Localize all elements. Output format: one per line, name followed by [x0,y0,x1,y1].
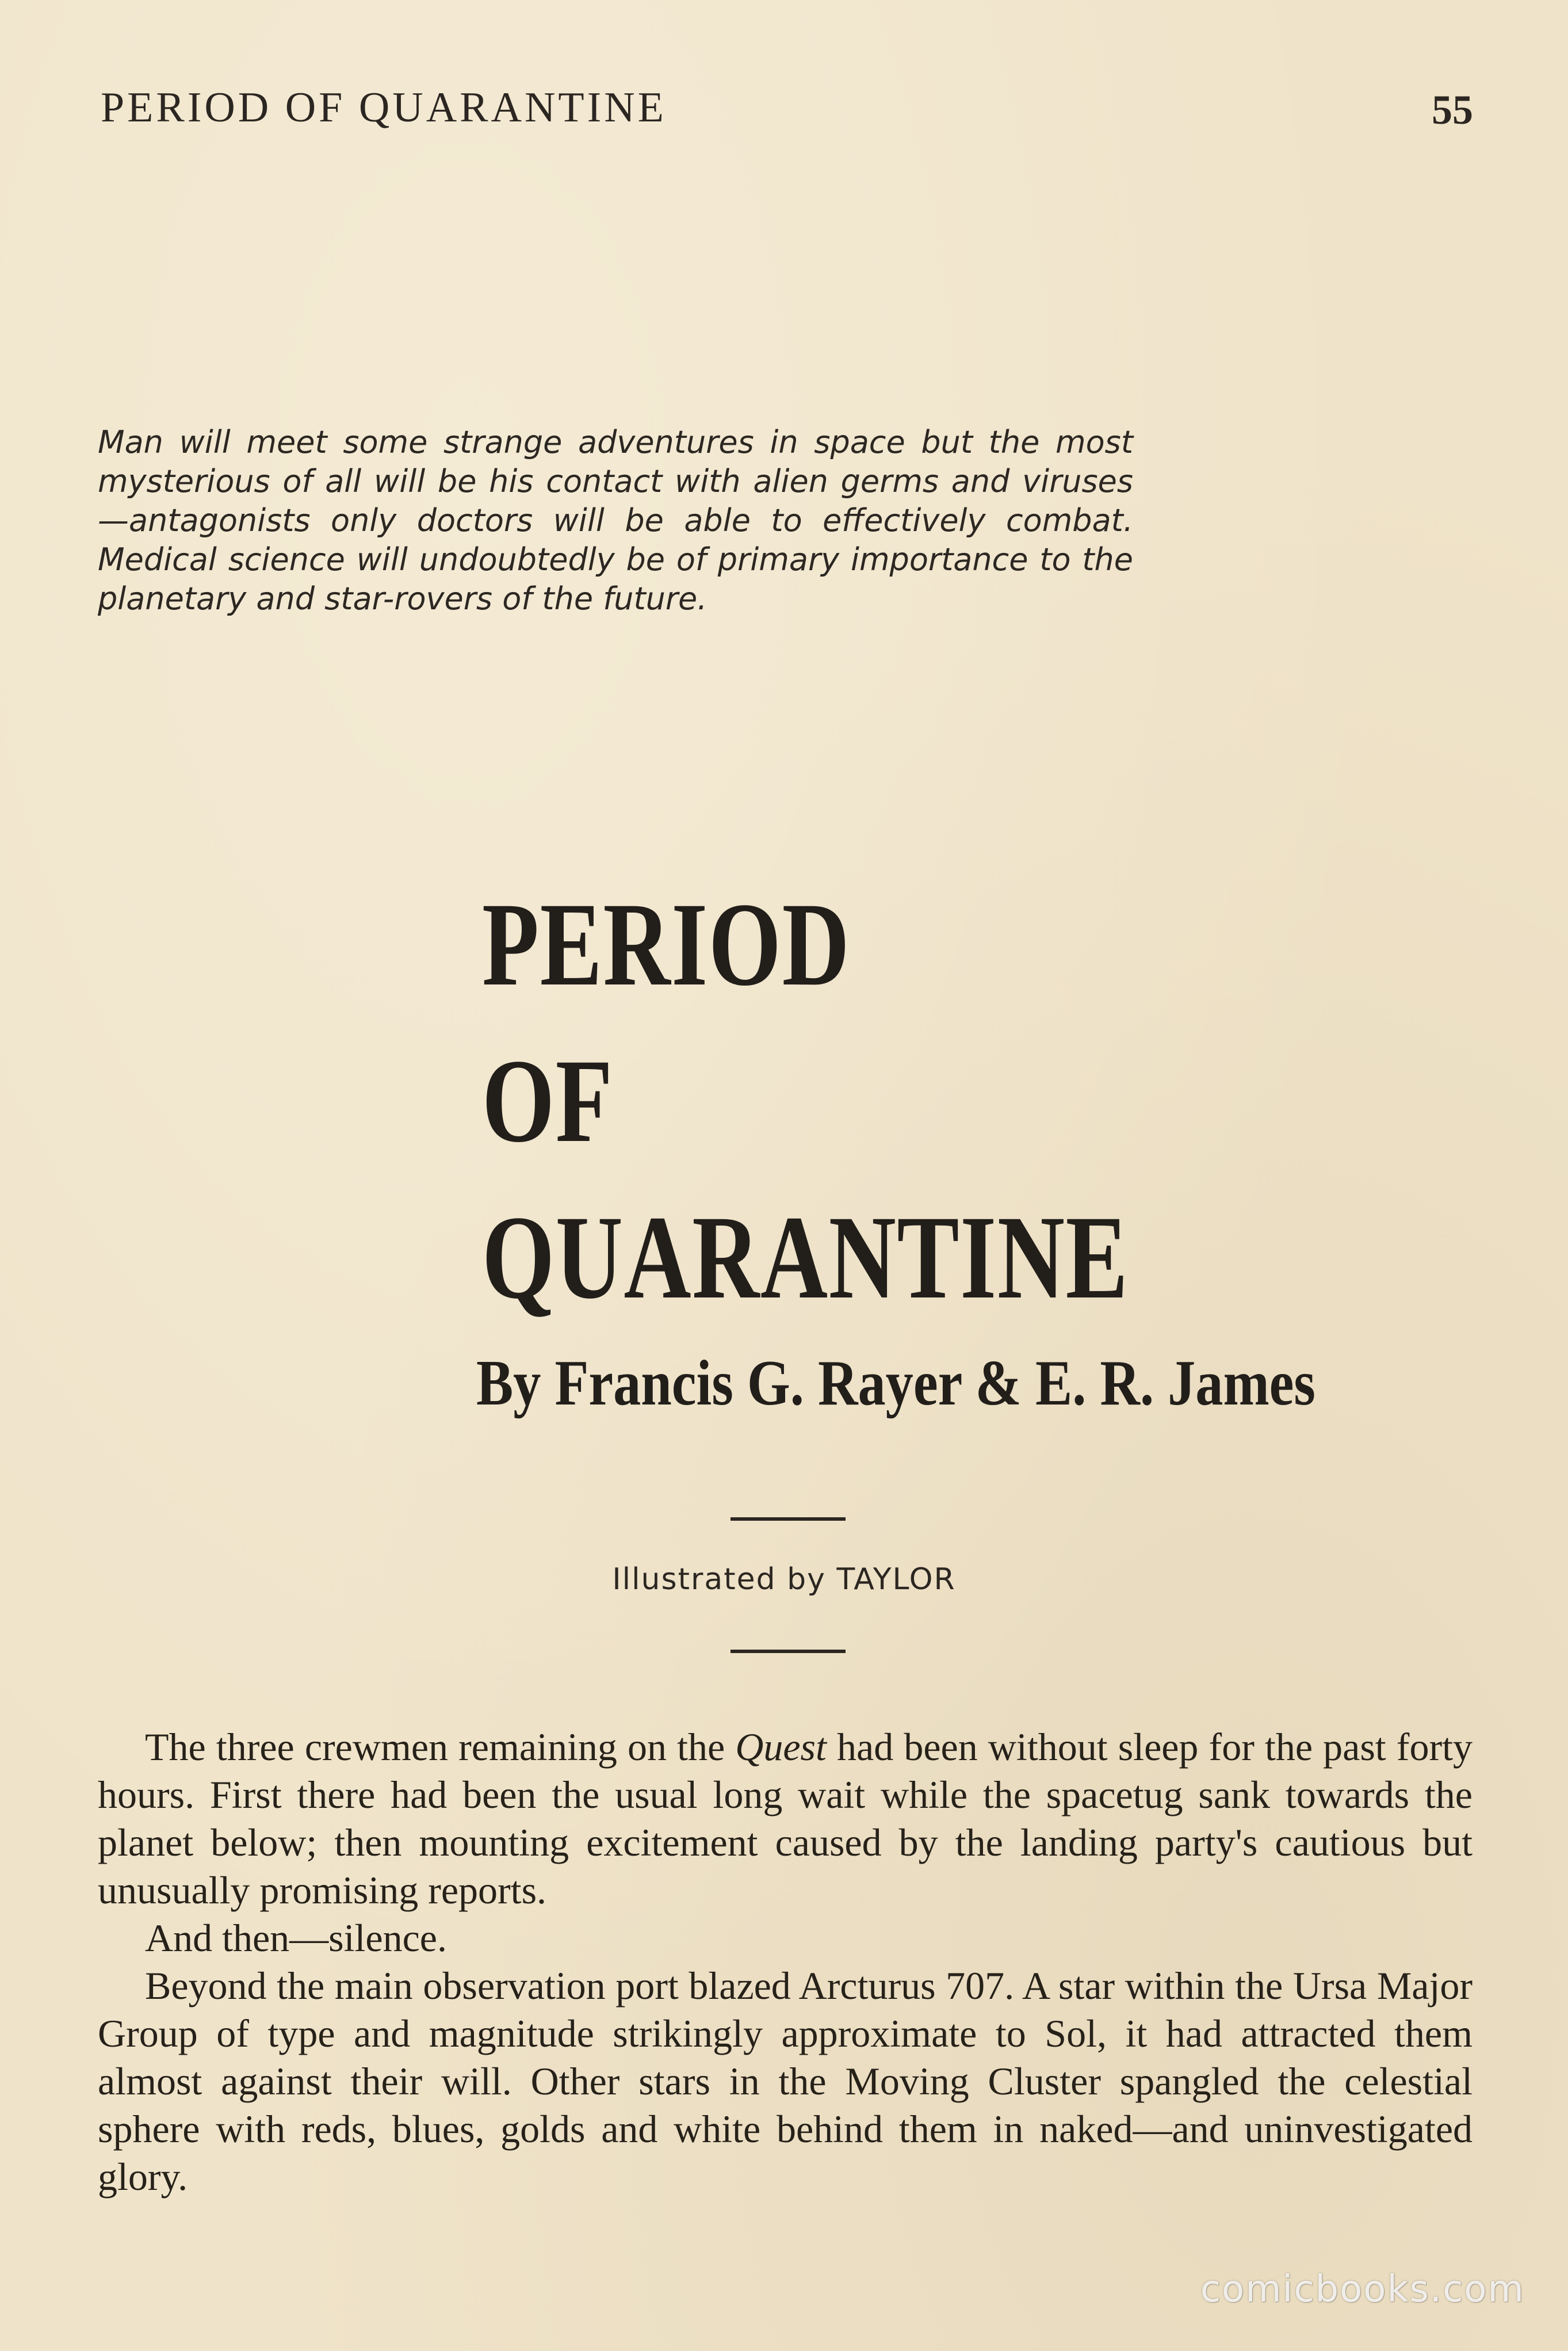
title-line-3: QUARANTINE [482,1191,1129,1323]
ship-name: Quest [735,1725,827,1769]
intro-blurb: Man will meet some strange adventures in space but the most mysterious of all will be his contact with alien germs and viruses—antagonists only doctors will be able to effectively combat. Medical science will undoubtedly be of primary importance to the planetary and star-rovers of the future. [98,424,1133,617]
illustrator-credit: Illustrated by TAYLOR [612,1562,956,1597]
story-title [482,866,1517,1335]
paragraph-1-rest: had been without sleep for the past forty hours. First there had been the usual long wait while the spacetug sank towards the planet below; then mounting excitement caused by the landing party's cautious but unusually promising reports. [98,1725,1473,1912]
paragraph-1 [98,1723,1473,1914]
story-body [98,1723,1473,2201]
paragraph-1-start: The three crewmen remaining on the [145,1725,736,1769]
paragraph-3: Beyond the main observation port blazed Arcturus 707. A star within the Ursa Major Group of type and magnitude strikingly approximate to Sol, it had attracted them almost against their will. Other stars in the Moving Cluster spangled the celestial sphere with reds, blues, golds and white behind them in naked—and uninvestigated glory. [98,1964,1473,2199]
page-number: 55 [1432,87,1473,133]
paragraph-2: And then—silence. [145,1916,447,1960]
divider-rule-top [731,1517,846,1521]
divider-rule-bottom [731,1650,846,1653]
running-header-title: PERIOD OF QUARANTINE [101,84,667,131]
site-watermark: comicbooks.com [1200,2268,1525,2311]
author-byline: By Francis G. Rayer & E. R. James [476,1348,1315,1419]
title-line-2: OF [482,1035,614,1167]
title-line-1: PERIOD [482,878,851,1010]
